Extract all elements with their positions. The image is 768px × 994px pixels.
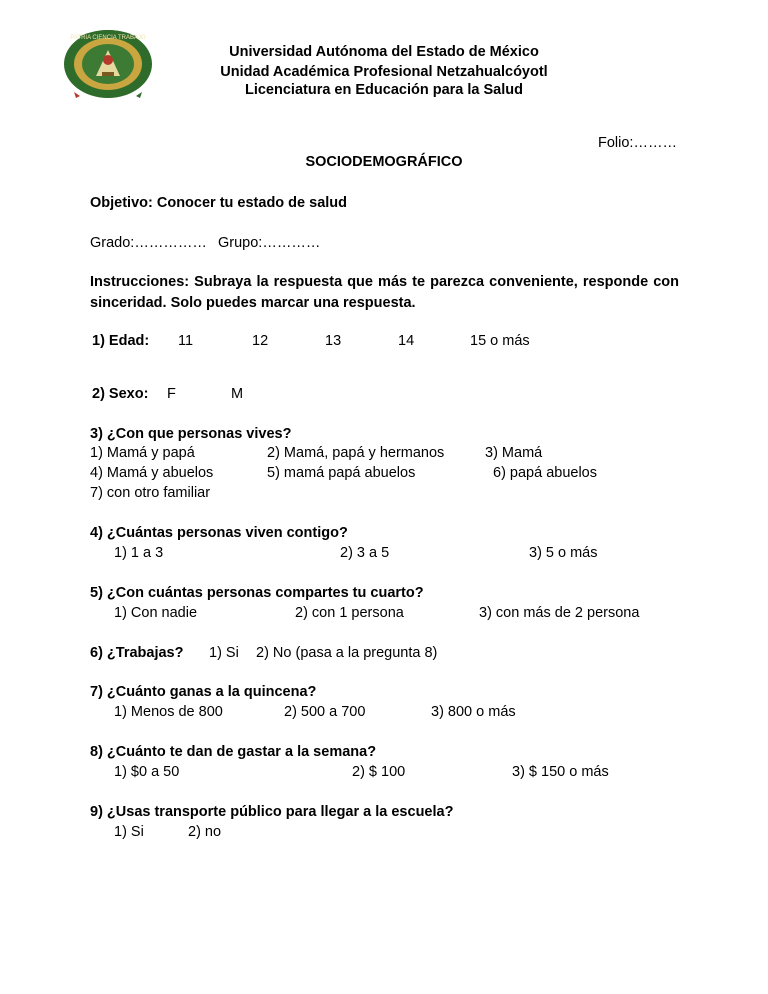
q3-option[interactable]: 3) Mamá [485, 445, 543, 461]
q8-option[interactable]: 1) $0 a 50 [114, 764, 180, 780]
q1-option[interactable]: 12 [252, 333, 269, 349]
q4-option[interactable]: 3) 5 o más [529, 545, 598, 561]
q4-title: 4) ¿Cuántas personas viven contigo? [90, 525, 348, 541]
grupo-field: Grupo:………… [218, 235, 321, 251]
q7-option[interactable]: 1) Menos de 800 [114, 704, 223, 720]
q3-option[interactable]: 5) mamá papá abuelos [267, 465, 416, 481]
logo-motto: PATRIA CIENCIA TRABAJO [70, 35, 146, 41]
q3-option[interactable]: 2) Mamá, papá y hermanos [267, 445, 445, 461]
q7-title: 7) ¿Cuánto ganas a la quincena? [90, 684, 317, 700]
header-unit: Unidad Académica Profesional Netzahualcóyotl [220, 64, 548, 80]
q9-title: 9) ¿Usas transporte público para llegar a la escuela? [90, 804, 454, 820]
q9-option[interactable]: 1) Si [114, 824, 144, 840]
q1-option[interactable]: 14 [398, 333, 415, 349]
q7-option[interactable]: 3) 800 o más [431, 704, 516, 720]
q5-option[interactable]: 3) con más de 2 persona [479, 605, 640, 621]
q5-option[interactable]: 2) con 1 persona [295, 605, 404, 621]
grado-field: Grado:…………… [90, 235, 207, 251]
q6-title: 6) ¿Trabajas? [90, 645, 184, 661]
q6-option[interactable]: 1) Si [209, 645, 239, 661]
q4-option[interactable]: 1) 1 a 3 [114, 545, 164, 561]
q4-option[interactable]: 2) 3 a 5 [340, 545, 390, 561]
q6-option[interactable]: 2) No (pasa a la pregunta 8) [256, 645, 438, 661]
q8-option[interactable]: 3) $ 150 o más [512, 764, 609, 780]
objective: Objetivo: Conocer tu estado de salud [90, 195, 348, 211]
q5-option[interactable]: 1) Con nadie [114, 605, 198, 621]
q8-title: 8) ¿Cuánto te dan de gastar a la semana? [90, 744, 377, 760]
q2-option[interactable]: M [231, 386, 244, 402]
instructions: Instrucciones: Subraya la respuesta que más te parezca conveniente, responde con sinceridad. Solo puedes marcar una respuesta. [90, 274, 679, 311]
q1-option[interactable]: 11 [178, 333, 194, 349]
q1-label: 1) Edad: [92, 333, 150, 349]
q3-option[interactable]: 6) papá abuelos [493, 465, 597, 481]
q3-option[interactable]: 4) Mamá y abuelos [90, 465, 214, 481]
q1-option[interactable]: 15 o más [470, 333, 530, 349]
header-program: Licenciatura en Educación para la Salud [244, 82, 523, 98]
q2-option[interactable]: F [167, 386, 176, 402]
q5-title: 5) ¿Con cuántas personas compartes tu cuarto? [90, 585, 424, 601]
form-title: SOCIODEMOGRÁFICO [305, 154, 463, 170]
q3-title: 3) ¿Con que personas vives? [90, 426, 292, 442]
q3-option[interactable]: 7) con otro familiar [90, 485, 211, 501]
q7-option[interactable]: 2) 500 a 700 [284, 704, 366, 720]
q2-label: 2) Sexo: [92, 386, 149, 402]
q9-option[interactable]: 2) no [188, 824, 222, 840]
folio-field: Folio:……… [598, 135, 677, 151]
q8-option[interactable]: 2) $ 100 [352, 764, 406, 780]
q3-option[interactable]: 1) Mamá y papá [90, 445, 195, 461]
header-university: Universidad Autónoma del Estado de México [229, 44, 539, 60]
q1-option[interactable]: 13 [325, 333, 342, 349]
